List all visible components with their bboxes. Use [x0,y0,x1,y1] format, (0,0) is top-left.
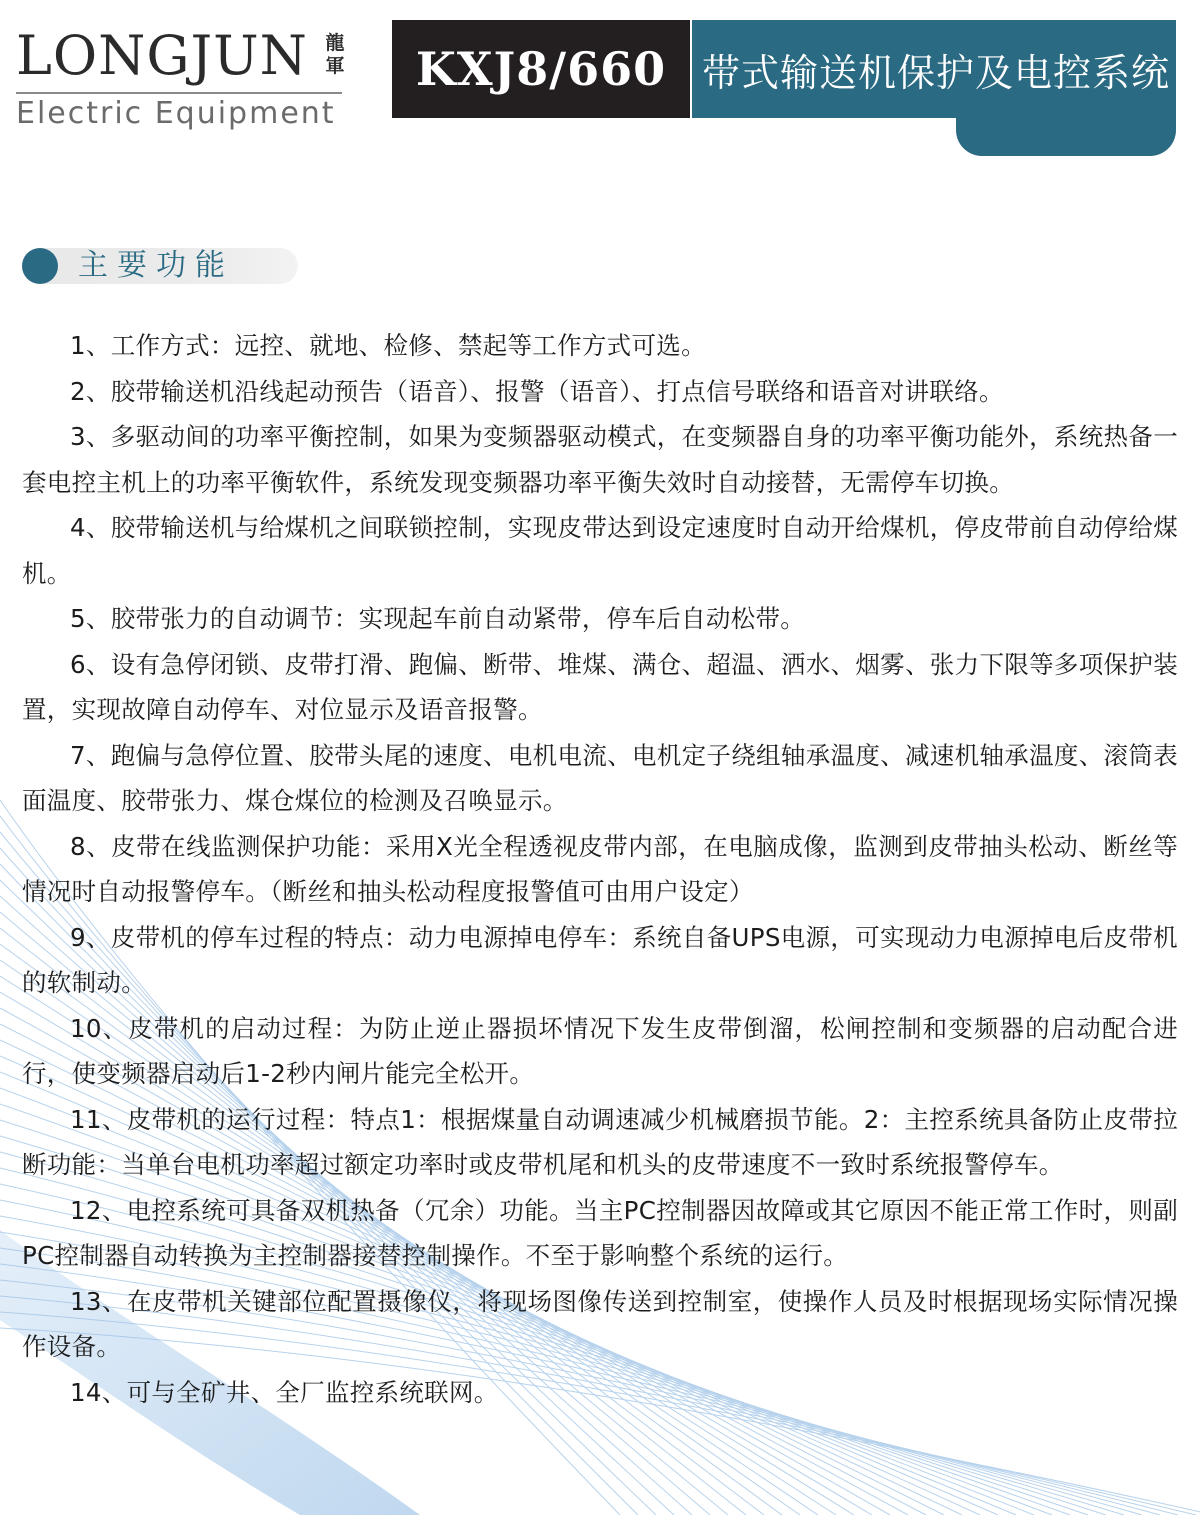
function-item: 7、跑偏与急停位置、胶带头尾的速度、电机电流、电机定子绕组轴承温度、减速机轴承温度、滚筒表面温度、胶带张力、煤仓煤位的检测及召唤显示。 [22,740,1178,815]
function-item: 9、皮带机的停车过程的特点：动力电源掉电停车：系统自备UPS电源，可实现动力电源掉电后皮带机的软制动。 [22,922,1178,997]
function-item: 13、在皮带机关键部位配置摄像仪，将现场图像传送到控制室，使操作人员及时根据现场实际情况操作设备。 [22,1286,1178,1361]
logo-wordmark: LONGJUN [16,24,308,87]
function-item: 8、皮带在线监测保护功能：采用X光全程透视皮带内部，在电脑成像，监测到皮带抽头松动、断丝等情况时自动报警停车。（断丝和抽头松动程度报警值可由用户设定） [22,831,1178,906]
function-item: 6、设有急停闭锁、皮带打滑、跑偏、断带、堆煤、满仓、超温、洒水、烟雾、张力下限等多项保护装置，实现故障自动停车、对位显示及语音报警。 [22,649,1178,724]
model-number-banner: KXJ8/660 [392,20,690,118]
function-list [22,323,1178,1415]
logo-chinese-mark: 龍軍 [325,32,345,77]
function-item: 5、胶带张力的自动调节：实现起车前自动紧带，停车后自动松带。 [70,604,806,633]
function-item: 14、可与全矿井、全厂监控系统联网。 [70,1377,499,1407]
section-title: 主要功能 [78,248,234,283]
function-item: 2、胶带输送机沿线起动预告（语音）、报警（语音）、打点信号联络和语音对讲联络。 [70,376,1004,406]
function-item: 4、胶带输送机与给煤机之间联锁控制，实现皮带达到设定速度时自动开给煤机，停皮带前自动停给煤机。 [22,513,1178,588]
function-item: 10、皮带机的启动过程：为防止逆止器损坏情况下发生皮带倒溜，松闸控制和变频器的启动配合进行，使变频器启动后1-2秒内闸片能完全松开。 [22,1013,1178,1088]
function-item: 3、多驱动间的功率平衡控制，如果为变频器驱动模式，在变频器自身的功率平衡功能外，系统热备一套电控主机上的功率平衡软件，系统发现变频器功率平衡失效时自动接替，无需停车切换。 [22,422,1178,497]
function-item: 1、工作方式：远控、就地、检修、禁起等工作方式可选。 [70,331,706,360]
company-logo [16,22,356,132]
product-title-banner: 带式输送机保护及电控系统 [692,20,1176,118]
logo-subtitle: Electric Equipment [16,96,336,131]
function-item: 12、电控系统可具备双机热备（冗余）功能。当主PC控制器因故障或其它原因不能正常工作时，则副PC控制器自动转换为主控制器接替控制操作。不至于影响整个系统的运行。 [22,1195,1178,1270]
function-item: 11、皮带机的运行过程：特点1：根据煤量自动调速减少机械磨损节能。2：主控系统具备防止皮带拉断功能：当单台电机功率超过额定功率时或皮带机尾和机头的皮带速度不一致时系统报警停车。 [22,1104,1178,1179]
section-bullet-icon [22,248,58,284]
